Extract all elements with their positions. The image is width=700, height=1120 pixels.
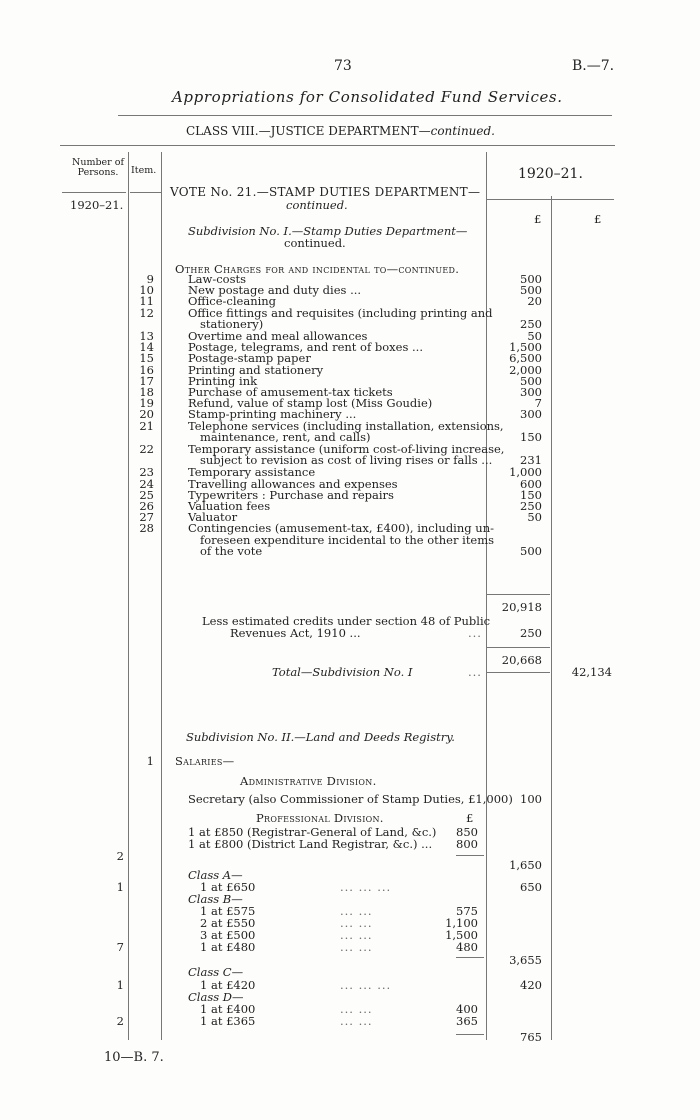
class-heading: CLASS VIII.—JUSTICE DEPARTMENT—continued. [186, 124, 495, 138]
prof-row-label: 1 at £850 (Registrar-General of Land, &c.) [188, 825, 437, 839]
persons-column-header: Number of Persons. [72, 157, 124, 178]
item-amount: 1,000 [509, 465, 542, 480]
subdivision-2-title: Subdivision No. II.—Land and Deeds Registry. [186, 730, 455, 744]
item-number: 13 [139, 329, 154, 343]
subtotal-amount: 20,918 [501, 600, 542, 614]
pound-symbol-col1: £ [534, 212, 542, 226]
item-label: Overtime and meal allowances [188, 329, 368, 343]
item-header-rule [130, 192, 161, 193]
prof-row-amount: 800 [456, 837, 478, 851]
leader-dots: ... ... ... [340, 978, 392, 992]
item-number: 24 [139, 476, 154, 491]
amount-year-header: 1920–21. [518, 166, 583, 182]
admin-division-heading: Administrative Division. [240, 774, 377, 788]
document-code: B.—7. [572, 58, 615, 74]
leader-dots: ... ... [340, 1002, 373, 1016]
less-credits-line1: Less estimated credits under section 48 of Public [202, 614, 491, 628]
class-d-heading: Class D— [188, 990, 244, 1004]
item-amount: 50 [527, 329, 542, 343]
item-number: 26 [139, 499, 154, 513]
item-label: maintenance, rent, and calls) [200, 429, 371, 444]
item-amount: 1,500 [509, 340, 542, 355]
item-number: 16 [139, 362, 154, 377]
prof-pound-symbol: £ [466, 811, 474, 825]
item-label: New postage and duty dies ... [188, 283, 362, 298]
item-number: 12 [139, 305, 154, 320]
item-number: 22 [139, 442, 154, 456]
class-a-heading: Class A— [188, 868, 243, 882]
leader-dots: ... ... [340, 904, 373, 918]
class-d-sum-rule [456, 1034, 484, 1035]
class-c-row: 1 at £420 [200, 978, 256, 992]
item-number: 15 [139, 351, 154, 366]
leader-dots: ... ... [340, 940, 373, 954]
item-number: 14 [139, 340, 154, 355]
item-number: 9 [146, 272, 154, 286]
item-amount: 500 [520, 543, 542, 558]
item-amount: 6,500 [509, 351, 542, 366]
prof-row-label: 1 at £800 (District Land Registrar, &c.) ... [188, 837, 433, 851]
item-label: Contingencies (amusement-tax, £400), including un- [188, 521, 494, 536]
item-amount: 500 [520, 272, 542, 286]
total-label: Total—Subdivision No. I [272, 665, 413, 679]
class-b-row-amount: 575 [456, 904, 478, 918]
vote-continued: continued. [286, 198, 348, 212]
class-d-row-amount: 400 [456, 1002, 478, 1016]
item-label: Typewriters : Purchase and repairs [188, 487, 394, 502]
item-number: 25 [139, 487, 154, 502]
item-number: 21 [139, 418, 154, 433]
net-amount: 20,668 [501, 653, 542, 667]
item-label: Travelling allowances and expenses [188, 476, 398, 491]
item-number: 23 [139, 465, 154, 480]
page-footer: 10—B. 7. [104, 1050, 164, 1065]
leader-dots: ... ... [340, 1014, 373, 1028]
class-a-persons: 1 [116, 880, 124, 894]
item-label: Law-costs [188, 272, 247, 286]
class-d-row-amount: 365 [456, 1014, 478, 1028]
class-b-row-amount: 1,100 [445, 916, 478, 930]
vote-title: VOTE No. 21.—STAMP DUTIES DEPARTMENT— [170, 185, 481, 199]
item-amount: 150 [520, 429, 542, 444]
item-number: 19 [139, 396, 154, 411]
subtotal-rule [487, 594, 550, 595]
column-rule-item [161, 152, 162, 1040]
leader-dots: ... [468, 626, 482, 640]
item-amount: 300 [520, 407, 542, 422]
item-amount: 2,000 [509, 362, 542, 377]
class-d-row-label: 1 at £365 [200, 1014, 256, 1028]
item-label: Telephone services (including installation, extensions, [188, 418, 504, 433]
item-amount: 500 [520, 373, 542, 388]
item-number: 10 [139, 283, 154, 298]
salaries-heading: Salaries— [175, 754, 235, 768]
item-label: Valuation fees [188, 499, 271, 513]
class-c-amount: 420 [520, 978, 542, 992]
page-title: Appropriations for Consolidated Fund Services. [172, 88, 563, 106]
class-b-row-label: 3 at £500 [200, 928, 256, 942]
prof-row-amount: 850 [456, 825, 478, 839]
item-label: Postage-stamp paper [188, 351, 311, 366]
class-b-persons: 7 [116, 940, 124, 954]
subdivision-1-title: Subdivision No. I.—Stamp Duties Department— [188, 224, 468, 238]
item-label: Purchase of amusement-tax tickets [188, 385, 393, 399]
leader-dots: ... ... [340, 916, 373, 930]
item-label: Stamp-printing machinery ... [188, 407, 357, 422]
item-number: 20 [139, 407, 154, 422]
class-c-persons: 1 [116, 978, 124, 992]
item-label: Printing ink [188, 373, 258, 388]
prof-division-heading: Professional Division. [256, 811, 384, 825]
item-amount: 231 [520, 453, 542, 468]
class-a-amount: 650 [520, 880, 542, 894]
item-label: Temporary assistance [188, 465, 316, 480]
class-b-row-amount: 1,500 [445, 928, 478, 942]
item-label: foreseen expenditure incidental to the other items [200, 532, 495, 547]
prof-sum-rule [456, 855, 484, 856]
prof-total: 1,650 [509, 858, 542, 872]
other-charges-heading: Other Charges for and incidental to—continued. [175, 262, 460, 276]
header-rule [118, 115, 612, 116]
item-amount: 600 [520, 476, 542, 491]
item-column-header: Item. [131, 165, 157, 176]
item-label: Office fittings and requisites (including printing and [188, 305, 493, 320]
item-amount: 250 [520, 499, 542, 513]
class-c-heading: Class C— [188, 965, 244, 979]
class-d-row-label: 1 at £400 [200, 1002, 256, 1016]
table-top-rule [60, 145, 615, 146]
item-amount: 20 [527, 294, 542, 309]
item-label: Valuator [188, 510, 238, 525]
class-d-total: 765 [520, 1030, 542, 1044]
item-label: subject to revision as cost of living rises or falls ... [200, 453, 493, 468]
item-amount: 7 [534, 396, 542, 411]
secretary-amount: 100 [520, 792, 542, 806]
item-amount: 50 [527, 510, 542, 525]
class-b-row-label: 1 at £575 [200, 904, 256, 918]
secretary-line: Secretary (also Commissioner of Stamp Duties, £1,000) [188, 792, 513, 806]
class-b-total: 3,655 [509, 953, 542, 967]
less-credits-line2: Revenues Act, 1910 ... [230, 626, 361, 640]
item-number: 17 [139, 373, 154, 388]
class-b-sum-rule [456, 957, 484, 958]
item-label: Temporary assistance (uniform cost-of-living increase, [188, 442, 505, 456]
net-rule [487, 647, 550, 648]
subdivision-1-continued: continued. [284, 236, 346, 250]
item-label: Postage, telegrams, and rent of boxes ... [188, 340, 423, 355]
item-number: 1 [146, 754, 154, 768]
leader-dots: ... [468, 665, 482, 679]
persons-year: 1920–21. [70, 198, 124, 212]
less-credits-amount: 250 [520, 626, 542, 640]
item-amount: 500 [520, 283, 542, 298]
column-rule-amount2 [551, 196, 552, 1040]
item-label: Office-cleaning [188, 294, 277, 309]
item-amount: 150 [520, 487, 542, 502]
leader-dots: ... ... [340, 928, 373, 942]
class-a-row: 1 at £650 [200, 880, 256, 894]
persons-header-rule [62, 192, 126, 193]
prof-persons: 2 [116, 849, 124, 863]
item-number: 27 [139, 510, 154, 525]
item-label: of the vote [200, 543, 263, 558]
item-number: 11 [139, 294, 154, 309]
page-number: 73 [334, 58, 352, 74]
class-b-row-label: 1 at £480 [200, 940, 256, 954]
pound-symbol-col2: £ [594, 212, 602, 226]
item-label: stationery) [200, 316, 264, 331]
total-rule [487, 672, 550, 673]
item-number: 28 [139, 521, 154, 536]
item-amount: 250 [520, 316, 542, 331]
item-label: Refund, value of stamp lost (Miss Goudie) [188, 396, 433, 411]
item-label: Printing and stationery [188, 362, 324, 377]
item-amount: 300 [520, 385, 542, 399]
leader-dots: ... ... ... [340, 880, 392, 894]
class-b-heading: Class B— [188, 892, 243, 906]
class-b-row-amount: 480 [456, 940, 478, 954]
total-amount: 42,134 [571, 665, 612, 679]
class-b-row-label: 2 at £550 [200, 916, 256, 930]
class-d-persons: 2 [116, 1014, 124, 1028]
item-number: 18 [139, 385, 154, 399]
